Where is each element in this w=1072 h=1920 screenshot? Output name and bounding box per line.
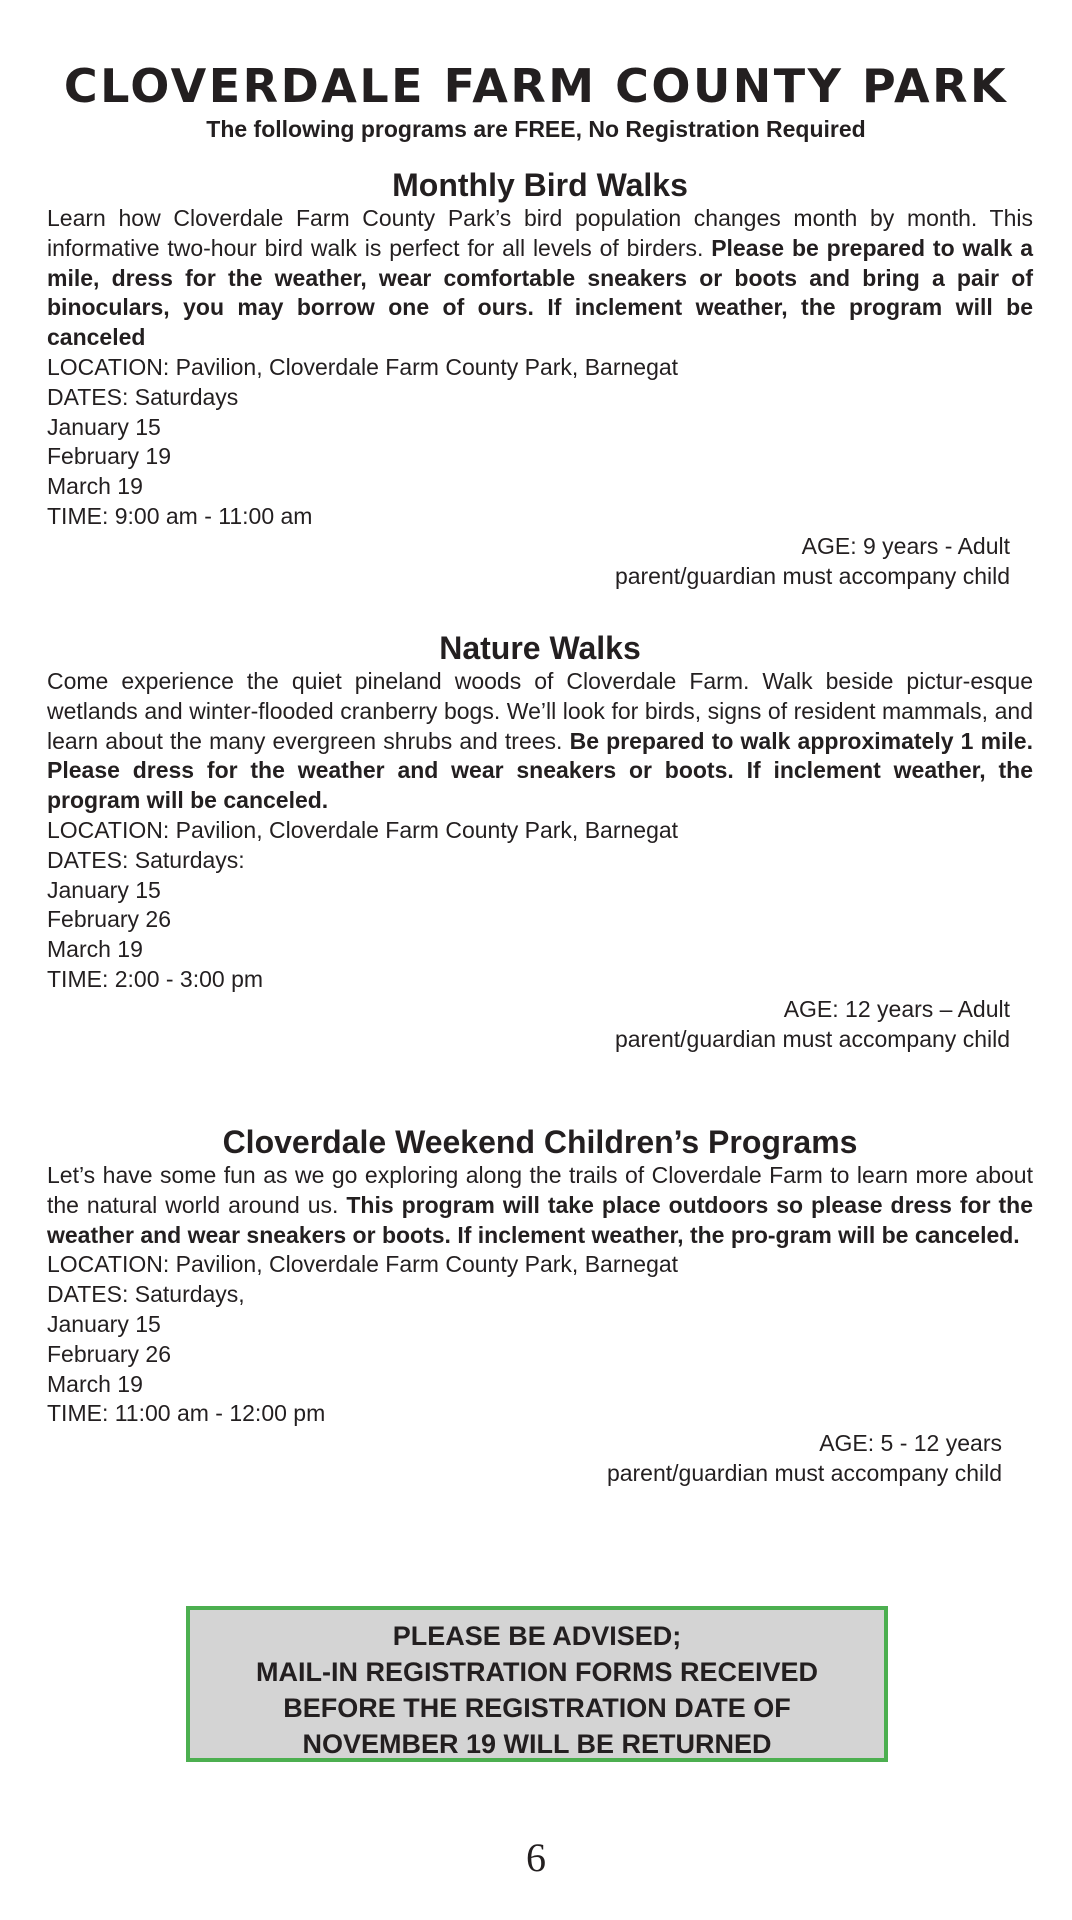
program-title: Cloverdale Weekend Children’s Programs [222,1124,858,1160]
page-number: 6 [526,1835,546,1880]
program-location: LOCATION: Pavilion, Cloverdale Farm County Park, Barnegat [47,353,679,380]
program-description [47,1161,1033,1250]
description-text: Learn how Cloverdale Farm County Park’s bird population changes month by month. This informative two-hour bird walk is perfect for all levels of birders. [47,205,1033,261]
program-guardian-note: parent/guardian must accompany child [606,1459,1002,1486]
program-date: January 15 [47,1310,161,1337]
notice-line: NOVEMBER 19 WILL BE RETURNED [302,1729,772,1759]
program-guardian-note: parent/guardian must accompany child [614,1025,1010,1052]
program-age: AGE: 9 years - Adult [801,532,1010,559]
program-time: TIME: 9:00 am - 11:00 am [47,502,313,529]
program-date: January 15 [47,413,161,440]
program-date: March 19 [47,1370,143,1397]
description-text: Let’s have some fun as we go exploring along the trails of Cloverdale Farm to learn more about the natural world around us. [47,1162,1033,1218]
program-location: LOCATION: Pavilion, Cloverdale Farm County Park, Barnegat [47,816,679,843]
program-dates-label: DATES: Saturdays, [47,1281,245,1308]
program-age: AGE: 5 - 12 years [819,1430,1002,1457]
program-age-block [47,1429,1002,1489]
program-bird-walks [47,166,1033,591]
program-title: Nature Walks [439,630,641,666]
notice-line: PLEASE BE ADVISED; [392,1621,682,1651]
notice-line: BEFORE THE REGISTRATION DATE OF [283,1693,791,1723]
program-time: TIME: 2:00 - 3:00 pm [47,965,264,992]
description-bold-text: Be prepared to walk approximately 1 mile. Please dress for the weather and wear sneakers or boots. If inclement weather, the program will be canceled. [47,727,1033,814]
program-title: Monthly Bird Walks [392,167,688,203]
program-location: LOCATION: Pavilion, Cloverdale Farm County Park, Barnegat [47,1251,679,1278]
description-bold-text: Please be prepared to walk a mile, dress for the weather, wear comfortable sneakers or boots and bring a pair of binoculars, you may borrow one of ours. If inclement weather, the program will be canceled [47,234,1034,351]
program-date: March 19 [47,936,143,963]
description-bold-text: This program will take place outdoors so please dress for the weather and wear sneakers or boots. If inclement weather, the pro-gram will be canceled. [47,1191,1033,1248]
registration-notice-box [186,1606,888,1762]
notice-line: MAIL-IN REGISTRATION FORMS RECEIVED [255,1657,818,1687]
program-guardian-note: parent/guardian must accompany child [614,562,1010,589]
program-age-block [47,995,1010,1055]
program-weekend-childrens [47,1123,1033,1489]
program-dates-label: DATES: Saturdays [47,383,239,410]
program-date: January 15 [47,876,161,903]
program-nature-walks [47,629,1033,1054]
program-description [47,667,1033,816]
program-date: February 19 [47,443,172,470]
program-description [47,204,1033,353]
program-time: TIME: 11:00 am - 12:00 pm [47,1400,326,1427]
program-date: February 26 [47,906,172,933]
program-dates-label: DATES: Saturdays: [47,846,245,873]
program-date: February 26 [47,1340,172,1367]
program-age-block [47,532,1010,592]
page-title: CLOVERDALE FARM COUNTY PARK [63,59,1009,113]
description-text: Come experience the quiet pineland woods of Cloverdale Farm. Walk beside pictur-esque wetlands and winter-flooded cranberry bogs. We’ll look for birds, signs of resident mammals, and learn about the many evergreen shrubs and trees. [47,668,1033,754]
program-age: AGE: 12 years – Adult [783,995,1010,1022]
page-subtitle: The following programs are FREE, No Registration Required [206,116,866,142]
program-date: March 19 [47,473,143,500]
